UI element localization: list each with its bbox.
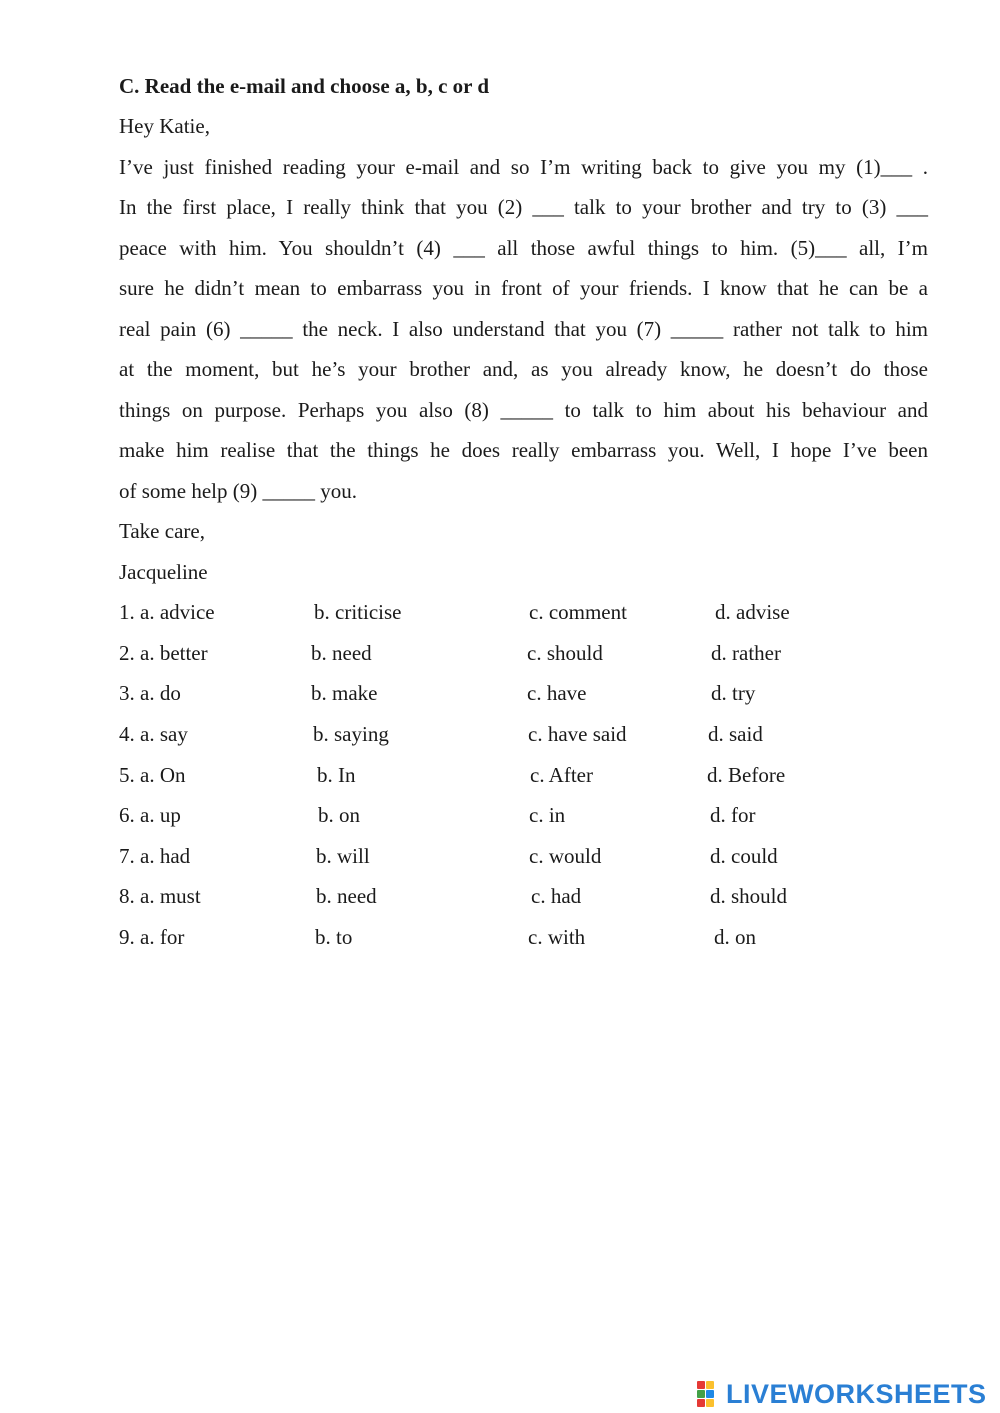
question-6-option-c[interactable]: c. in	[529, 803, 566, 827]
email-line: In the first place, I really think that you (2) ___ talk to your brother and try to (3) ___	[119, 195, 928, 219]
question-9-option-d[interactable]: d. on	[714, 925, 756, 949]
question-6-option-a[interactable]: 6. a. up	[119, 803, 181, 827]
section-heading: C. Read the e-mail and choose a, b, c or d	[119, 74, 490, 98]
email-closing: Take care,	[119, 519, 205, 543]
email-line: peace with him. You shouldn’t (4) ___ all those awful things to him. (5)___ all, I’m	[119, 236, 928, 260]
question-9-option-b[interactable]: b. to	[315, 925, 353, 949]
question-2-option-d[interactable]: d. rather	[711, 641, 781, 665]
email-line: real pain (6) _____ the neck. I also understand that you (7) _____ rather not talk to him	[119, 317, 928, 341]
question-3-option-d[interactable]: d. try	[711, 681, 756, 705]
question-5-option-b[interactable]: b. In	[317, 763, 356, 787]
email-line: I’ve just finished reading your e-mail and so I’m writing back to give you my (1)___ .	[119, 155, 928, 179]
email-greeting: Hey Katie,	[119, 114, 210, 138]
question-8-option-b[interactable]: b. need	[316, 884, 377, 908]
question-9-option-c[interactable]: c. with	[528, 925, 586, 949]
question-5-option-d[interactable]: d. Before	[707, 763, 786, 787]
email-line: sure he didn’t mean to embarrass you in front of your friends. I know that he can be a	[119, 276, 928, 300]
question-2-option-a[interactable]: 2. a. better	[119, 641, 208, 665]
liveworksheets-logo-icon	[697, 1381, 723, 1407]
question-1-option-b[interactable]: b. criticise	[314, 600, 402, 624]
question-4-option-a[interactable]: 4. a. say	[119, 722, 188, 746]
question-4-option-c[interactable]: c. have said	[528, 722, 627, 746]
question-1-option-c[interactable]: c. comment	[529, 600, 627, 624]
question-4-option-b[interactable]: b. saying	[313, 722, 389, 746]
question-8-option-d[interactable]: d. should	[710, 884, 788, 908]
question-5-option-c[interactable]: c. After	[530, 763, 593, 787]
question-5-option-a[interactable]: 5. a. On	[119, 763, 186, 787]
question-2-option-c[interactable]: c. should	[527, 641, 603, 665]
email-signature: Jacqueline	[119, 560, 208, 584]
email-line: of some help (9) _____ you.	[119, 479, 357, 503]
question-8-option-c[interactable]: c. had	[531, 884, 582, 908]
question-3-option-a[interactable]: 3. a. do	[119, 681, 181, 705]
liveworksheets-logo-text: LIVEWORKSHEETS	[726, 1379, 987, 1409]
question-3-option-c[interactable]: c. have	[527, 681, 587, 705]
email-line: things on purpose. Perhaps you also (8) _____ to talk to him about his behaviour and	[119, 398, 928, 422]
question-4-option-d[interactable]: d. said	[708, 722, 763, 746]
liveworksheets-logo[interactable]	[697, 1380, 987, 1408]
question-6-option-d[interactable]: d. for	[710, 803, 756, 827]
question-2-option-b[interactable]: b. need	[311, 641, 372, 665]
question-7-option-d[interactable]: d. could	[710, 844, 778, 868]
question-7-option-c[interactable]: c. would	[529, 844, 602, 868]
email-line: at the moment, but he’s your brother and, as you already know, he doesn’t do those	[119, 357, 928, 381]
question-1-option-d[interactable]: d. advise	[715, 600, 790, 624]
question-9-option-a[interactable]: 9. a. for	[119, 925, 185, 949]
question-6-option-b[interactable]: b. on	[318, 803, 360, 827]
question-1-option-a[interactable]: 1. a. advice	[119, 600, 215, 624]
question-7-option-b[interactable]: b. will	[316, 844, 370, 868]
question-3-option-b[interactable]: b. make	[311, 681, 378, 705]
question-7-option-a[interactable]: 7. a. had	[119, 844, 191, 868]
question-8-option-a[interactable]: 8. a. must	[119, 884, 201, 908]
email-line: make him realise that the things he does really embarrass you. Well, I hope I’ve been	[119, 438, 928, 462]
